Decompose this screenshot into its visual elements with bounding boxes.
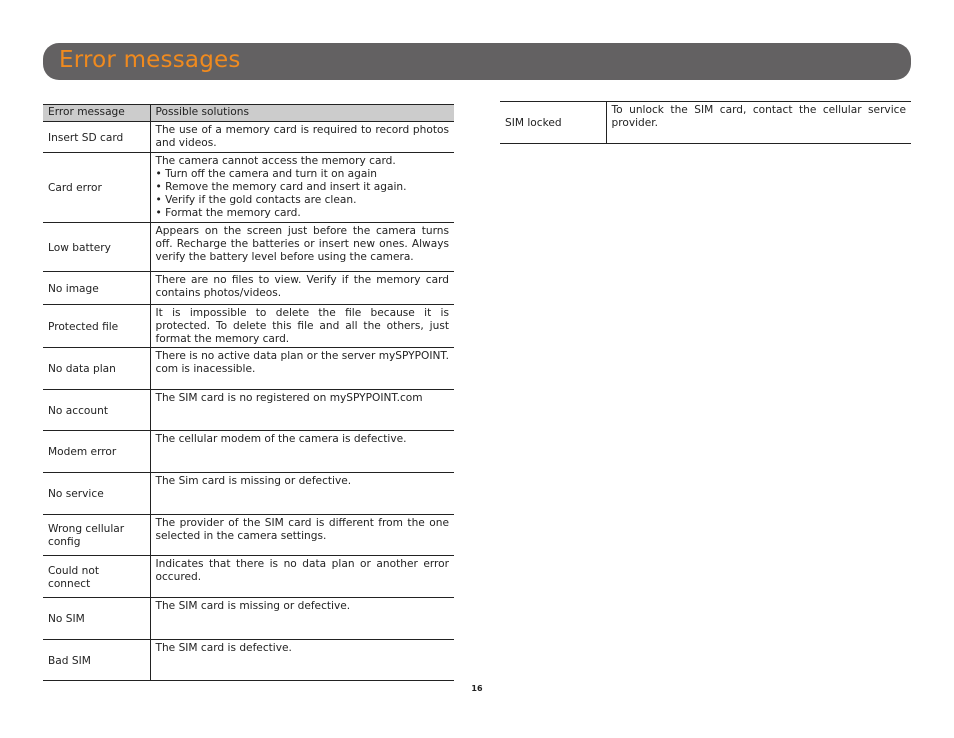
page-title: Error messages: [59, 47, 241, 73]
solution-line: The camera cannot access the memory card.: [155, 155, 396, 167]
error-messages-table-continued: [500, 101, 911, 144]
table-row: [43, 305, 454, 348]
table-row: [43, 556, 454, 598]
possible-solution-cell: [150, 122, 454, 153]
error-messages-table: [43, 104, 454, 681]
possible-solution-cell: [150, 272, 454, 305]
error-message-cell: Card error: [43, 153, 150, 223]
possible-solution-cell: [150, 598, 454, 640]
solution-line: Appears on the screen just before the camera turns off. Recharge the batteries or insert new ones. Always verify the battery level before using the camera.: [155, 225, 449, 263]
table-row: [43, 390, 454, 431]
error-message-cell: Insert SD card: [43, 122, 150, 153]
solution-line: The use of a memory card is required to record photos and videos.: [155, 124, 449, 149]
solution-line: • Verify if the gold contacts are clean.: [155, 194, 357, 206]
error-message-cell: Bad SIM: [43, 640, 150, 681]
error-message-cell: No account: [43, 390, 150, 431]
table-row: [43, 640, 454, 681]
table-row: [43, 122, 454, 153]
error-message-cell: No image: [43, 272, 150, 305]
solution-line: • Turn off the camera and turn it on again: [155, 168, 378, 180]
table-row: [43, 431, 454, 473]
table-row: [43, 153, 454, 223]
error-message-cell: No service: [43, 473, 150, 515]
solution-line: Indicates that there is no data plan or another error occured.: [155, 558, 449, 583]
solution-line: • Format the memory card.: [155, 207, 301, 219]
error-message-cell: SIM locked: [500, 102, 606, 144]
possible-solution-cell: [150, 515, 454, 556]
possible-solution-cell: [150, 348, 454, 390]
error-message-cell: Modem error: [43, 431, 150, 473]
error-message-cell: No SIM: [43, 598, 150, 640]
table-row: [43, 272, 454, 305]
table-row: [43, 348, 454, 390]
solution-line: The SIM card is missing or defective.: [155, 600, 351, 612]
solution-line: The SIM card is no registered on mySPYPOINT.com: [155, 392, 423, 404]
solution-line: To unlock the SIM card, contact the cellular service provider.: [611, 104, 906, 129]
table-header-row: [43, 105, 454, 122]
solution-line: The provider of the SIM card is different from the one selected in the camera settings.: [155, 517, 449, 542]
table-row: [43, 598, 454, 640]
solution-line: It is impossible to delete the file because it is protected. To delete this file and all the others, just format the memory card.: [155, 307, 449, 345]
table-row: [43, 473, 454, 515]
possible-solution-cell: [150, 556, 454, 598]
error-message-cell: No data plan: [43, 348, 150, 390]
solution-line: • Remove the memory card and insert it again.: [155, 181, 407, 193]
solution-line: The cellular modem of the camera is defective.: [155, 433, 407, 445]
possible-solution-cell: [150, 473, 454, 515]
possible-solution-cell: [150, 223, 454, 272]
error-message-cell: Could not connect: [43, 556, 150, 598]
possible-solution-cell: [150, 305, 454, 348]
error-message-cell: Wrong cellular config: [43, 515, 150, 556]
possible-solution-cell: [150, 390, 454, 431]
solution-line: The Sim card is missing or defective.: [155, 475, 352, 487]
header-bar: [43, 43, 911, 80]
possible-solution-cell: [150, 640, 454, 681]
possible-solution-cell: [150, 431, 454, 473]
error-message-cell: Protected file: [43, 305, 150, 348]
possible-solution-cell: [606, 102, 911, 144]
solution-line: The SIM card is defective.: [155, 642, 292, 654]
table-row: [500, 102, 911, 144]
solution-line: There is no active data plan or the server mySPYPOINT. com is inacessible.: [155, 350, 449, 375]
solution-line: There are no files to view. Verify if the memory card contains photos/videos.: [155, 274, 449, 299]
column-header-error-message: Error message: [43, 105, 150, 122]
error-message-cell: Low battery: [43, 223, 150, 272]
table-row: [43, 223, 454, 272]
possible-solution-cell: [150, 153, 454, 223]
page-number: 16: [471, 684, 483, 693]
column-header-possible-solutions: Possible solutions: [150, 105, 454, 122]
table-row: [43, 515, 454, 556]
